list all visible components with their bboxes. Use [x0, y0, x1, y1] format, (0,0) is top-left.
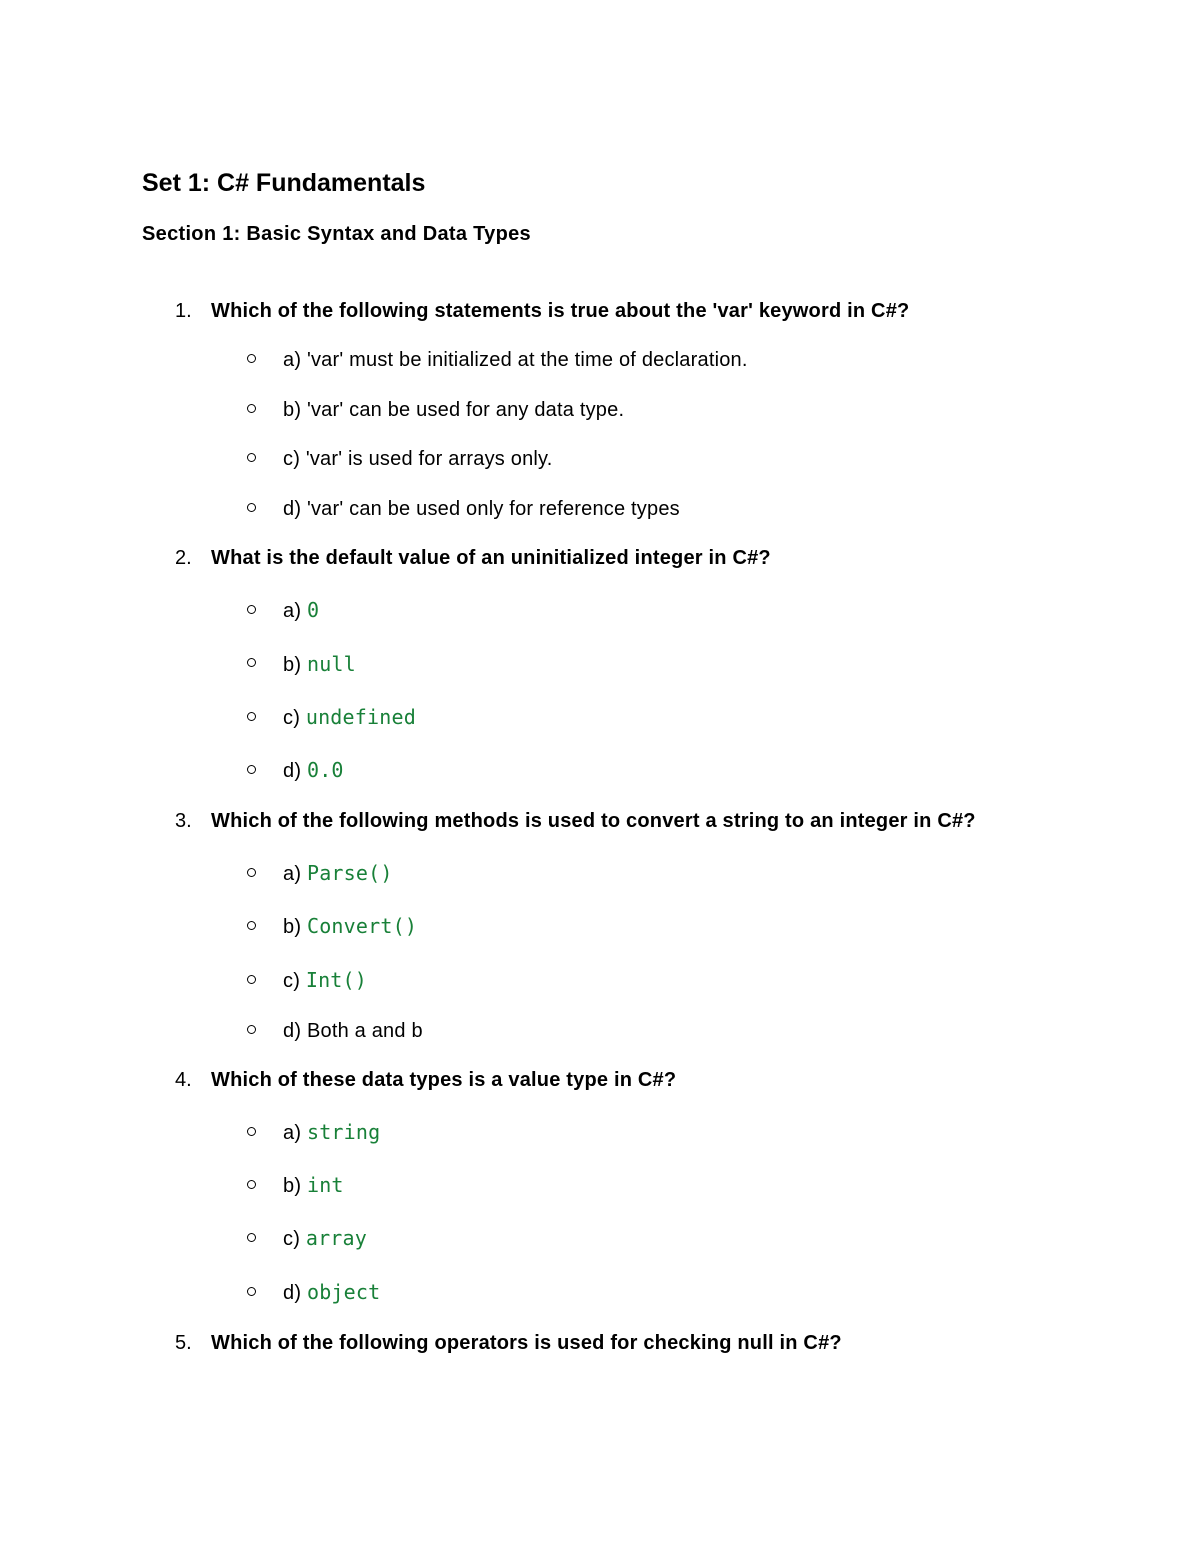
option-prefix: c) — [283, 1228, 306, 1250]
option-text: 'var' is used for arrays only. — [305, 448, 553, 470]
hollow-bullet-icon — [247, 658, 256, 667]
option-c — [283, 447, 553, 471]
option-prefix: d) — [283, 498, 307, 520]
question-text: Which of these data types is a value type in C#? — [211, 1069, 677, 1091]
question-text: What is the default value of an uninitialized integer in C#? — [211, 547, 771, 569]
hollow-bullet-icon — [247, 605, 256, 614]
option-d — [283, 1019, 423, 1043]
option-prefix: c) — [283, 970, 306, 992]
option-code: Int() — [305, 968, 368, 992]
option-prefix: b) — [283, 399, 307, 421]
hollow-bullet-icon — [247, 1180, 256, 1189]
option-prefix: d) — [283, 1020, 307, 1042]
option-b — [283, 652, 356, 677]
option-code: Convert() — [306, 914, 418, 938]
option-prefix: a) — [283, 600, 307, 622]
hollow-bullet-icon — [247, 1025, 256, 1034]
hollow-bullet-icon — [247, 921, 256, 930]
hollow-bullet-icon — [247, 868, 256, 877]
section-title: Section 1: Basic Syntax and Data Types — [142, 223, 531, 245]
option-text: 'var' can be used for any data type. — [306, 399, 625, 421]
option-b — [283, 398, 624, 422]
question-text: Which of the following methods is used to convert a string to an integer in C#? — [211, 810, 976, 832]
hollow-bullet-icon — [247, 1233, 256, 1242]
option-prefix: a) — [283, 349, 307, 371]
option-code: 0.0 — [306, 758, 344, 782]
option-code: undefined — [305, 705, 416, 729]
option-prefix: c) — [283, 707, 306, 729]
option-d — [283, 1280, 380, 1305]
hollow-bullet-icon — [247, 404, 256, 413]
hollow-bullet-icon — [247, 1287, 256, 1296]
option-b — [283, 914, 417, 939]
option-text: 'var' must be initialized at the time of declaration. — [306, 349, 748, 371]
option-code: int — [306, 1173, 344, 1197]
option-a — [283, 348, 748, 372]
option-code: Parse() — [306, 861, 393, 885]
option-prefix: a) — [283, 863, 307, 885]
option-code: array — [305, 1226, 368, 1250]
option-prefix: b) — [283, 654, 307, 676]
option-b — [283, 1173, 344, 1198]
option-a — [283, 861, 393, 886]
hollow-bullet-icon — [247, 975, 256, 984]
option-prefix: b) — [283, 916, 307, 938]
option-prefix: a) — [283, 1122, 307, 1144]
option-c — [283, 705, 416, 730]
hollow-bullet-icon — [247, 1127, 256, 1136]
option-code: object — [306, 1280, 381, 1304]
option-a — [283, 598, 319, 623]
option-code: string — [306, 1120, 381, 1144]
option-text: Both a and b — [306, 1020, 423, 1042]
question-number: 3. — [175, 810, 192, 832]
hollow-bullet-icon — [247, 354, 256, 363]
option-prefix: b) — [283, 1175, 307, 1197]
question-number: 1. — [175, 300, 192, 322]
option-prefix: c) — [283, 448, 306, 470]
hollow-bullet-icon — [247, 453, 256, 462]
option-code: null — [306, 652, 356, 676]
hollow-bullet-icon — [247, 765, 256, 774]
question-number: 5. — [175, 1332, 192, 1354]
option-code: 0 — [306, 598, 320, 622]
hollow-bullet-icon — [247, 712, 256, 721]
option-prefix: d) — [283, 1282, 307, 1304]
question-text: Which of the following statements is true about the 'var' keyword in C#? — [211, 300, 910, 322]
question-text: Which of the following operators is used for checking null in C#? — [211, 1332, 842, 1354]
question-number: 2. — [175, 547, 192, 569]
option-d — [283, 497, 680, 521]
option-c — [283, 968, 367, 993]
option-c — [283, 1226, 367, 1251]
hollow-bullet-icon — [247, 503, 256, 512]
option-prefix: d) — [283, 760, 307, 782]
option-a — [283, 1120, 380, 1145]
option-text: 'var' can be used only for reference types — [306, 498, 680, 520]
question-number: 4. — [175, 1069, 192, 1091]
option-d — [283, 758, 344, 783]
document-title: Set 1: C# Fundamentals — [142, 169, 426, 197]
